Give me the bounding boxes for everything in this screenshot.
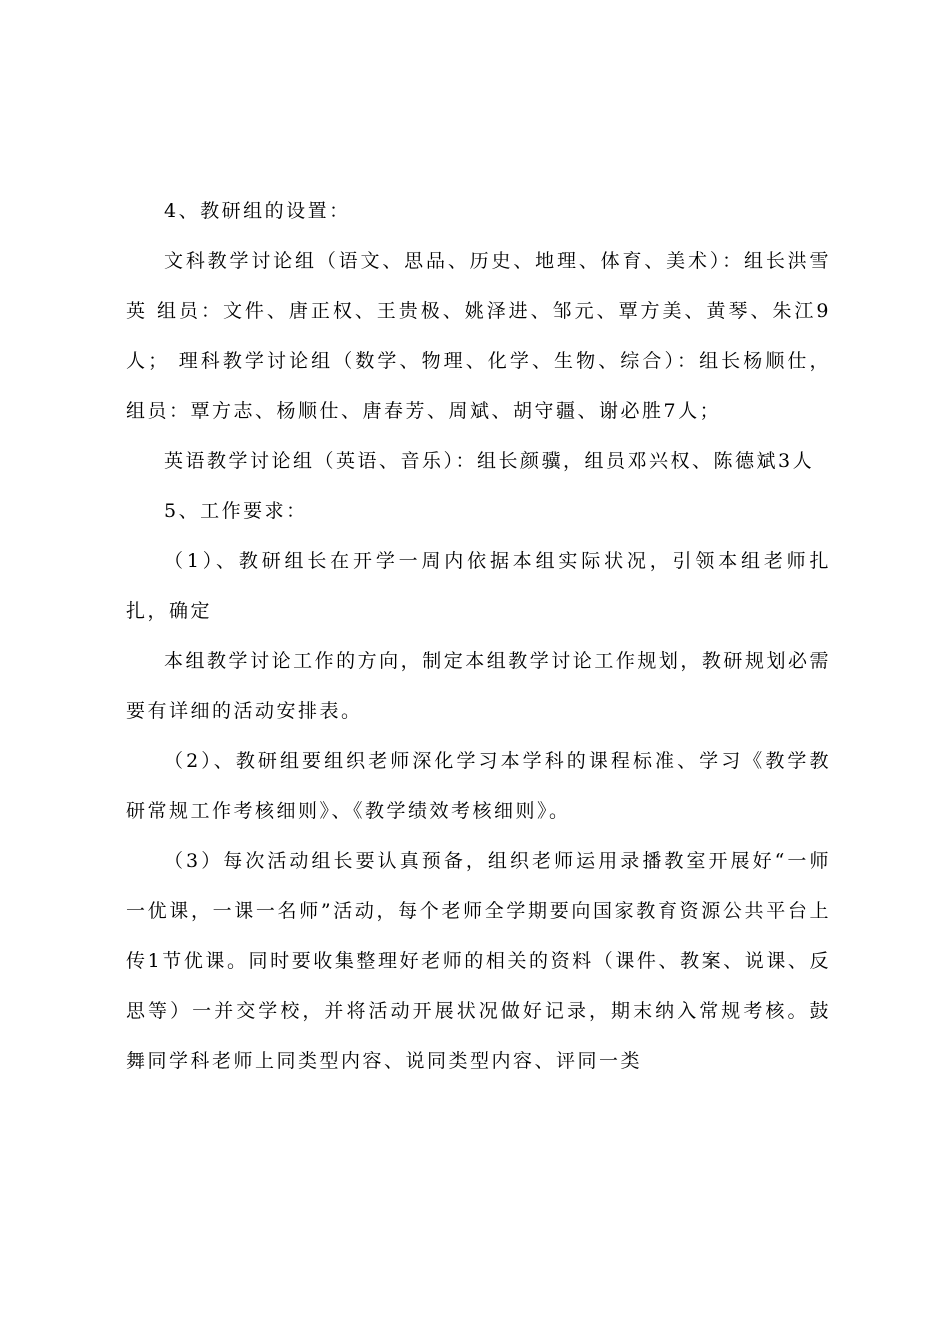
paragraph-requirement-1: （1）、教研组长在开学一周内依据本组实际状况，引领本组老师扎扎，确定 <box>126 550 831 622</box>
paragraph-requirement-1-continued: 本组教学讨论工作的方向，制定本组教学讨论工作规划，教研规划必需要有详细的活动安排表。 <box>126 650 831 722</box>
section-heading-work-requirements: 5、工作要求： <box>164 500 308 522</box>
paragraph-requirement-2: （2）、教研组要组织老师深化学习本学科的课程标准、学习《教学教研常规工作考核细则》、《教学绩效考核细则》。 <box>126 750 831 822</box>
document-body <box>126 186 831 1086</box>
paragraph-requirement-3: （3）每次活动组长要认真预备，组织老师运用录播教室开展好“一师一优课，一课一名师”活动，每个老师全学期要向国家教育资源公共平台上传1节优课。同时要收集整理好老师的相关的资料（课件、教案、说课、反思等）一并交学校，并将活动开展状况做好记录，期末纳入常规考核。鼓舞同学科老师上同类型内容、说同类型内容、评同一类 <box>126 850 831 1072</box>
section-heading-teaching-groups: 4、教研组的设置： <box>164 200 351 222</box>
paragraph-english-group: 英语教学讨论组（英语、音乐）：组长颜骥，组员邓兴权、陈德斌3人 <box>164 450 815 472</box>
paragraph-arts-science-groups: 文科教学讨论组（语文、思品、历史、地理、体育、美术）：组长洪雪英 组员：文件、唐正权、王贵极、姚泽进、邹元、覃方美、黄琴、朱江9人； 理科教学讨论组（数学、物理、化学、生物、综合）：组长杨顺仕，组员：覃方志、杨顺仕、唐春芳、周斌、胡守疆、谢必胜7人； <box>126 250 831 422</box>
